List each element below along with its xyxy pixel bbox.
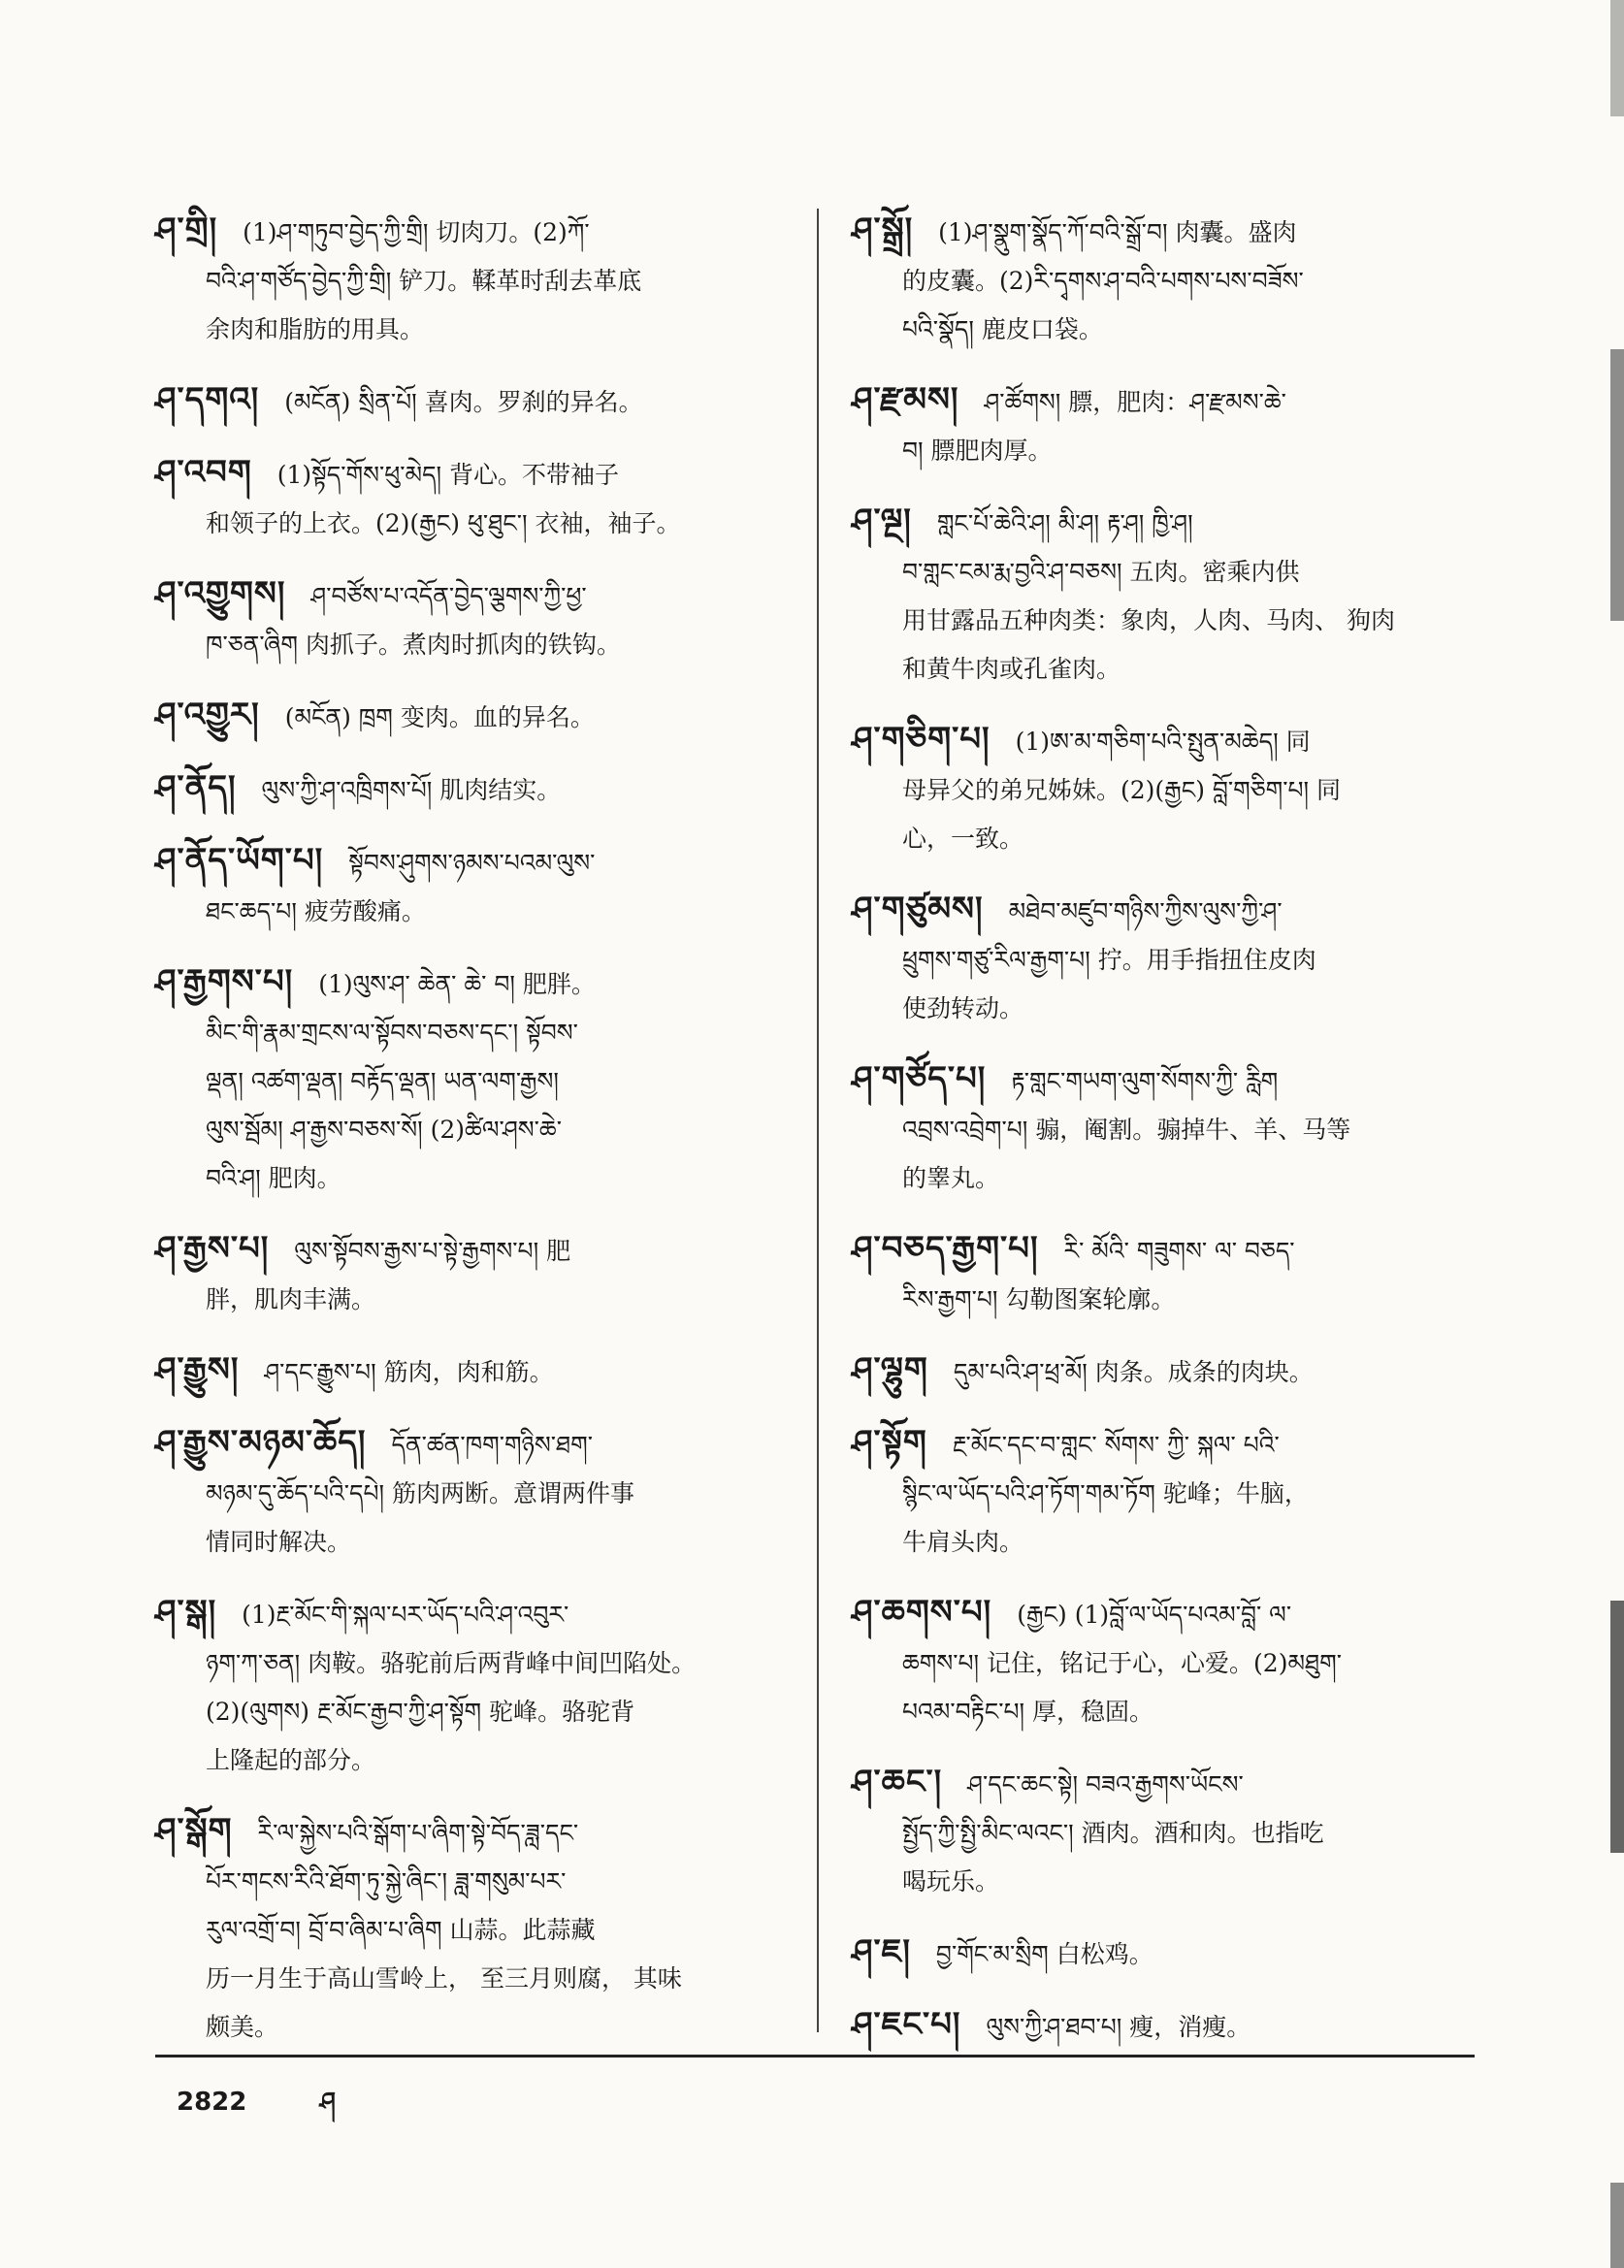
- dictionary-entry: [852, 2000, 1492, 2052]
- dictionary-entry: [852, 715, 1492, 863]
- entry-definition-line: བའི་ཤ་གཙོད་བྱེད་ཀྱི་གྲི། 铲刀。鞣革时刮去革底: [206, 267, 642, 295]
- entry-headword: ཤ་རྒྱུས།: [155, 1350, 240, 1389]
- entry-definition-line: ཁ་ཅན་ཞིག 肉抓子。煮肉时抓肉的铁钩。: [206, 631, 621, 659]
- dictionary-entry: [155, 836, 800, 936]
- entry-definition-line: བྱ་གོང་མ་སྲིག 白松鸡。: [935, 1940, 1153, 1968]
- entry-headword: ཤ་ཇ།: [852, 1932, 911, 1971]
- dictionary-entry: [155, 763, 800, 815]
- dictionary-entry: [155, 1224, 800, 1324]
- entry-headword: ཤ་གཅིག་པ།: [852, 720, 991, 759]
- page-number: 2822: [177, 2088, 247, 2117]
- entry-headword: ཤ་འགྱུར།: [155, 696, 260, 734]
- entry-definition-line: ཤ་ཚོགས། 膘，肥肉：ཤ་རྫམས་ཆེ་: [984, 388, 1286, 416]
- entry-definition-line: པའི་སྣོད། 鹿皮口袋。: [902, 315, 1103, 343]
- entry-definition-line: རིས་རྒྱག་པ། 勾勒图案轮廓。: [902, 1285, 1176, 1313]
- dictionary-entry: [155, 1345, 800, 1397]
- entry-headword: ཤ་ཆགས་པ།: [852, 1593, 992, 1632]
- dictionary-entry: [852, 1928, 1492, 1979]
- entry-definition-line: རི་ལ་སྐྱེས་པའི་སྒོག་པ་ཞིག་སྟེ་བོད་ཟླ་དང་: [257, 1819, 579, 1847]
- entry-definition-line: 和领子的上衣。(2)(རྒྱང) ཕུ་ཐུང་། 衣袖，袖子。: [206, 509, 681, 537]
- entry-definition-line: (མངོན) ཁྲག 变肉。血的异名。: [284, 703, 595, 731]
- footer-rule: [155, 2055, 1475, 2057]
- dictionary-entry: [852, 206, 1492, 354]
- dictionary-entry: [852, 1054, 1492, 1203]
- entry-definition-line: 余肉和脂肪的用具。: [206, 315, 425, 343]
- entry-definition-line: 的皮囊。(2)རི་དྭགས་ཤ་བའི་པགས་པས་བཟོས་: [902, 267, 1304, 295]
- dictionary-entry: [155, 1588, 800, 1785]
- entry-definition-line: 情同时解决。: [206, 1528, 352, 1556]
- entry-definition-line: (1)ཨ་མ་གཅིག་པའི་སྤུན་མཆེད། 同: [1015, 728, 1311, 756]
- entry-definition-line: ཐང་ཆད་པ། 疲劳酸痛。: [206, 897, 426, 925]
- dictionary-entry: [852, 1224, 1492, 1324]
- entry-definition-line: ཕྲུགས་གཙུ་རིལ་རྒྱག་པ། 拧。用手指扭住皮肉: [902, 946, 1316, 974]
- dictionary-entry: [155, 206, 800, 354]
- page-footer: [177, 2074, 336, 2145]
- scan-edge-mark: [1610, 0, 1624, 116]
- entry-headword: ཤ་སྟོག: [852, 1423, 927, 1462]
- entry-definition-line: ཤ་བཙོས་པ་འདོན་བྱེད་ལྕགས་ཀྱི་ཕྱ་: [310, 582, 587, 610]
- entry-definition-line: 的睾丸。: [902, 1164, 1000, 1192]
- entry-definition-line: མཉམ་དུ་ཆོད་པའི་དཔེ། 筋肉两断。意谓两件事: [206, 1479, 634, 1507]
- entry-definition-line: ཆགས་པ། 记住，铭记于心，心爱。(2)མཐུག་: [902, 1649, 1342, 1677]
- entry-definition-line: ལུས་ཀྱི་ཤ་ཐབ་པ། 瘦，消瘦。: [986, 2013, 1251, 2041]
- entry-headword: ཤ་འབག: [155, 453, 252, 492]
- entry-definition-line: མིང་གི་རྣམ་གྲངས་ལ་སྟོབས་བཅས་དང་། སྟོབས་: [206, 1019, 578, 1047]
- entry-definition-line: (1)རྔ་མོང་གི་སྐལ་པར་ཡོད་པའི་ཤ་འབུར་: [242, 1601, 569, 1629]
- dictionary-entry: [155, 957, 800, 1203]
- dictionary-entry: [852, 1345, 1492, 1397]
- entry-definition-line: འབྲས་འབྲེག་པ། 骟，阉割。骟掉牛、羊、马等: [902, 1116, 1351, 1144]
- dictionary-entry: [852, 1418, 1492, 1567]
- entry-definition-line: གླང་པོ་ཆེའི་ཤ། མི་ཤ། རྟ་ཤ། ཁྱི་ཤ།: [936, 509, 1193, 537]
- dictionary-entry: [852, 885, 1492, 1033]
- entry-definition-line: དོན་ཚན་ཁག་གཉིས་ཐག་: [391, 1431, 593, 1459]
- column-divider: [817, 209, 819, 2032]
- entry-definition-line: (1)ཤ་གཏུབ་བྱེད་ཀྱི་གྲི། 切肉刀。(2)ཀོ་: [243, 218, 590, 246]
- entry-definition-line: 历一月生于高山雪岭上， 至三月则腐， 其味: [206, 1964, 682, 1993]
- entry-definition-line: རྔ་མོང་དང་བ་གླང་ སོགས་ ཀྱི་ སྐལ་ པའི་: [952, 1431, 1280, 1459]
- entry-headword: ཤ་ཆང་།: [852, 1763, 943, 1801]
- dictionary-entry: [852, 497, 1492, 694]
- right-column: [852, 206, 1492, 2073]
- dictionary-entry: [852, 1588, 1492, 1736]
- entry-definition-line: ལྡན། འཚག་ལྡན། བརྟོད་ལྡན། ཡན་ལག་རྒྱས།: [206, 1067, 559, 1095]
- entry-headword: ཤ་སྒ།: [155, 1593, 217, 1632]
- entry-headword: ཤ་རྒྱུས་མཉམ་ཆོད།: [155, 1423, 367, 1462]
- entry-definition-line: ལུས་སྟོབས་རྒྱས་པ་སྟེ་རྒྱགས་པ། 肥: [294, 1237, 571, 1265]
- entry-headword: ཤ་ནོད།: [155, 768, 237, 807]
- entry-definition-line: རུལ་འགྲོ་བ། བྲོ་བ་ཞིམ་པ་ཞིག 山蒜。此蒜藏: [206, 1916, 596, 1944]
- dictionary-entry: [155, 569, 800, 669]
- entry-definition-line: 胖，肌肉丰满。: [206, 1285, 376, 1313]
- entry-headword: ཤ་དགའ།: [155, 380, 260, 419]
- dictionary-entry: [155, 1806, 800, 2052]
- scan-edge-mark: [1610, 2183, 1624, 2268]
- entry-definition-line: ཤ་དང་རྒྱུས་པ། 筋肉，肉和筋。: [264, 1358, 554, 1386]
- entry-definition-line: ལུས་སྦོམ། ཤ་རྒྱས་བཅས་སོ། (2)ཚིལ་ཤས་ཆེ་: [206, 1116, 562, 1144]
- entry-definition-line: དུམ་པའི་ཤ་ཕྲ་མོ། 肉条。成条的肉块。: [953, 1358, 1314, 1386]
- entry-definition-line: རི་ མོའི་ གཟུགས་ ལ་ བཅད་: [1063, 1237, 1295, 1265]
- entry-definition-line: 牛肩头肉。: [902, 1528, 1024, 1556]
- entry-headword: ཤ་སྒྲོ།: [852, 211, 914, 249]
- entry-headword: ཤ་གཙོད་པ།: [852, 1059, 987, 1098]
- entry-definition-line: 使劲转动。: [902, 994, 1024, 1022]
- entry-definition-line: ལུས་ཀྱི་ཤ་འཁྲིགས་པོ། 肌肉结实。: [261, 776, 562, 804]
- entry-headword: ཤ་རྒྱགས་པ།: [155, 962, 294, 1001]
- entry-definition-line: བའི་ཤ། 肥肉。: [206, 1164, 341, 1192]
- dictionary-entry: [155, 691, 800, 742]
- entry-headword: ཤ་ནོད་ཡོག་པ།: [155, 841, 324, 880]
- dictionary-entry: [852, 375, 1492, 475]
- entry-definition-line: (1)ཤ་སྣུག་སྣོད་ཀོ་བའི་སྒྲོ་བ། 肉囊。盛肉: [938, 218, 1297, 246]
- entry-definition-line: རྟ་གླང་གཡག་ལུག་སོགས་ཀྱི་ རླིག: [1011, 1067, 1279, 1095]
- entry-definition-line: བ་གླང་ངམ་རྨ་བྱའི་ཤ་བཅས། 五肉。密乘内供: [902, 558, 1300, 586]
- entry-definition-line: སྙིང་ལ་ཡོད་པའི་ཤ་ཏོག་གམ་ཏོག 驼峰；牛脑，: [902, 1479, 1309, 1507]
- entry-headword: ཤ་རྫམས།: [852, 380, 959, 419]
- section-letter: ཤ: [319, 2088, 336, 2117]
- entry-definition-line: (1)ལུས་ཤ་ ཆེན་ ཆེ་ བ། 肥胖。: [318, 970, 596, 998]
- entry-headword: ཤ་ཇང་པ།: [852, 2005, 961, 2044]
- entry-definition-line: 颇美。: [206, 2013, 279, 2041]
- entry-definition-line: 用甘露品五种肉类：象肉，人肉、马肉、 狗肉: [902, 606, 1395, 634]
- dictionary-entry: [852, 1758, 1492, 1906]
- left-column: [155, 206, 800, 2073]
- dictionary-entry: [155, 1418, 800, 1567]
- entry-definition-line: 上隆起的部分。: [206, 1746, 376, 1774]
- entry-headword: ཤ་རྒྱས་པ།: [155, 1229, 270, 1268]
- entry-headword: ཤ་ལྷུག: [852, 1350, 928, 1389]
- scan-edge-mark: [1610, 1601, 1624, 1853]
- entry-definition-line: ཤ་དང་ཆང་སྟེ། བཟའ་རྒྱགས་ཡོངས་: [967, 1770, 1244, 1798]
- entry-definition-line: པོར་གངས་རིའི་ཐོག་ཏུ་སྐྱེ་ཞིང་། ཟླ་གསུམ་པར་: [206, 1867, 567, 1895]
- entry-definition-line: (1)སྟོད་གོས་ཕུ་མེད། 背心。不带袖子: [276, 461, 620, 489]
- entry-definition-line: (2)(ལུགས) རྔ་མོང་རྒྱབ་ཀྱི་ཤ་སྟོག 驼峰。骆驼背: [206, 1698, 635, 1726]
- entry-definition-line: 和黄牛肉或孔雀肉。: [902, 655, 1121, 683]
- entry-definition-line: (རྒྱང) (1)བློ་ལ་ཡོད་པའམ་བློ་ ལ་: [1017, 1601, 1292, 1629]
- entry-headword: ཤ་སྒོག: [155, 1811, 233, 1850]
- entry-definition-line: 心，一致。: [902, 825, 1024, 853]
- dictionary-entry: [155, 375, 800, 427]
- scan-edge-mark: [1610, 349, 1624, 621]
- entry-headword: ཤ་ལྔ།: [852, 502, 912, 540]
- dictionary-entry: [155, 448, 800, 548]
- entry-definition-line: 喝玩乐。: [902, 1867, 1000, 1895]
- entry-definition-line: པའམ་བརྟིང་པ། 厚，稳固。: [902, 1698, 1153, 1726]
- entry-headword: ཤ་གཙུམས།: [852, 890, 984, 928]
- entry-definition-line: ཉག་ཀ་ཅན། 肉鞍。骆驼前后两背峰中间凹陷处。: [206, 1649, 697, 1677]
- entry-headword: ཤ་བཅད་རྒྱག་པ།: [852, 1229, 1039, 1268]
- entry-definition-line: སྤྱོད་ཀྱི་སྤྱི་མིང་ལའང་། 酒肉。酒和肉。也指吃: [902, 1819, 1324, 1847]
- entry-definition-line: མཐེབ་མཛུབ་གཉིས་ཀྱིས་ལུས་ཀྱི་ཤ་: [1008, 897, 1283, 925]
- entry-headword: ཤ་འགྱུགས།: [155, 574, 286, 613]
- entry-definition-line: (མངོན) སྲིན་པོ། 喜肉。罗刹的异名。: [284, 388, 643, 416]
- entry-definition-line: 母异父的弟兄姊妹。(2)(རྒྱང) བློ་གཅིག་པ། 同: [902, 776, 1342, 804]
- entry-headword: ཤ་གྲི།: [155, 211, 218, 249]
- entry-definition-line: བ། 膘肥肉厚。: [902, 437, 1053, 465]
- entry-definition-line: སྟོབས་ཤུགས་ཉམས་པའམ་ལུས་: [348, 849, 596, 877]
